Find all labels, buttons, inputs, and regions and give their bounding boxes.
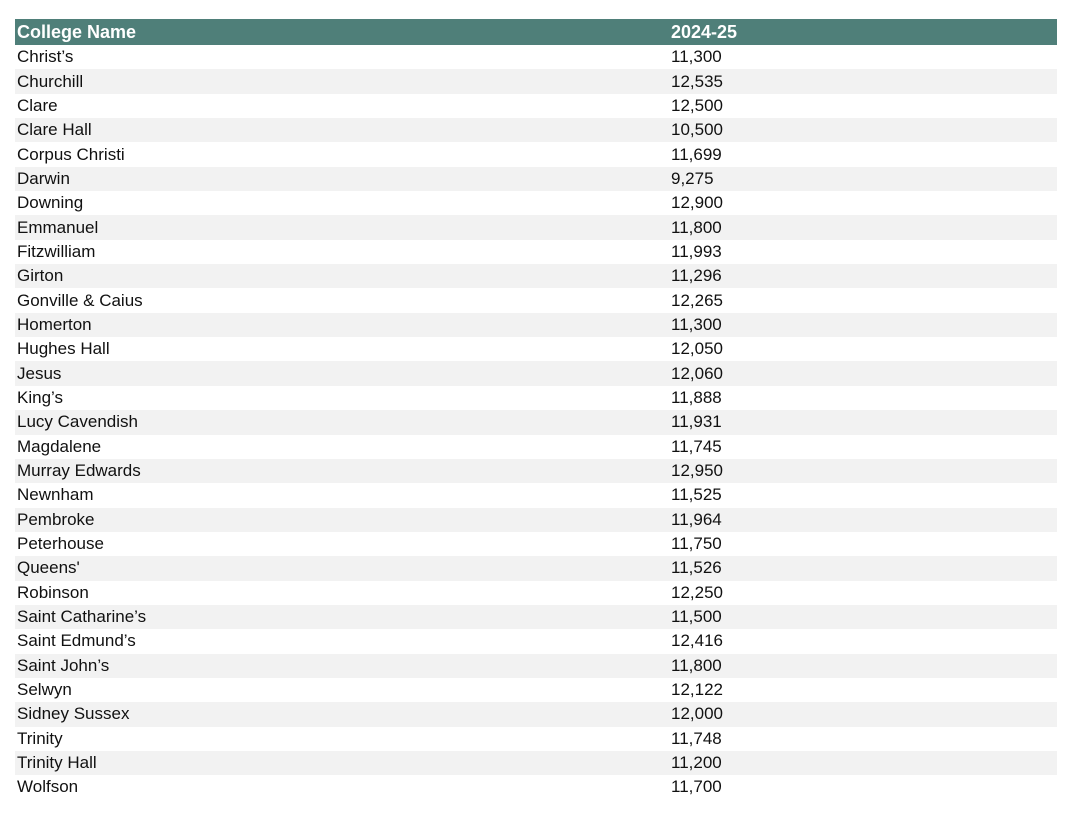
table-row bbox=[15, 142, 1057, 166]
fee-value-cell: 11,800 bbox=[671, 217, 722, 237]
fee-value-cell: 12,060 bbox=[671, 363, 723, 383]
table-row bbox=[15, 775, 1057, 799]
college-name-cell: Queens' bbox=[17, 558, 80, 578]
fee-value-cell: 11,745 bbox=[671, 436, 722, 456]
college-name-cell: Lucy Cavendish bbox=[17, 412, 138, 432]
header-year: 2024-25 bbox=[671, 21, 738, 42]
table-row bbox=[15, 556, 1057, 580]
college-name-cell: Downing bbox=[17, 193, 84, 213]
table-header bbox=[15, 19, 1057, 45]
fee-value-cell: 11,748 bbox=[671, 728, 722, 748]
table-row bbox=[15, 191, 1057, 215]
fee-value-cell: 11,931 bbox=[671, 412, 722, 432]
college-table bbox=[15, 19, 1057, 800]
table-row bbox=[15, 94, 1057, 118]
table-row bbox=[15, 167, 1057, 191]
college-name-cell: Hughes Hall bbox=[17, 339, 110, 359]
college-name-cell: King’s bbox=[17, 387, 63, 407]
fee-value-cell: 11,300 bbox=[671, 47, 722, 67]
fee-value-cell: 12,535 bbox=[671, 71, 723, 91]
table-row bbox=[15, 386, 1057, 410]
fee-value-cell: 11,699 bbox=[671, 144, 722, 164]
table-row bbox=[15, 727, 1057, 751]
college-name-cell: Wolfson bbox=[17, 777, 79, 797]
table-row bbox=[15, 678, 1057, 702]
college-name-cell: Selwyn bbox=[17, 680, 72, 700]
table-row bbox=[15, 751, 1057, 775]
table-row bbox=[15, 508, 1057, 532]
table-row bbox=[15, 435, 1057, 459]
college-name-cell: Clare bbox=[17, 95, 58, 115]
college-name-cell: Saint Edmund’s bbox=[17, 631, 136, 651]
fee-value-cell: 11,526 bbox=[671, 558, 722, 578]
college-name-cell: Emmanuel bbox=[17, 217, 99, 237]
fee-value-cell: 12,050 bbox=[671, 339, 723, 359]
college-name-cell: Clare Hall bbox=[17, 120, 92, 140]
fee-value-cell: 11,888 bbox=[671, 387, 722, 407]
fee-value-cell: 11,200 bbox=[671, 753, 722, 773]
college-name-cell: Robinson bbox=[17, 582, 89, 602]
table-row bbox=[15, 483, 1057, 507]
table-row bbox=[15, 702, 1057, 726]
table-row bbox=[15, 288, 1057, 312]
college-name-cell: Fitzwilliam bbox=[17, 241, 96, 261]
table-row bbox=[15, 313, 1057, 337]
fee-value-cell: 12,265 bbox=[671, 290, 723, 310]
fee-value-cell: 11,700 bbox=[671, 777, 722, 797]
fee-value-cell: 11,296 bbox=[671, 266, 722, 286]
college-name-cell: Trinity bbox=[17, 728, 63, 748]
college-name-cell: Magdalene bbox=[17, 436, 102, 456]
table-row bbox=[15, 337, 1057, 361]
table-row bbox=[15, 69, 1057, 93]
table-row bbox=[15, 581, 1057, 605]
table-row bbox=[15, 264, 1057, 288]
college-name-cell: Girton bbox=[17, 266, 64, 286]
fee-value-cell: 12,950 bbox=[671, 461, 723, 481]
fee-value-cell: 11,525 bbox=[671, 485, 722, 505]
fee-value-cell: 12,900 bbox=[671, 193, 723, 213]
fee-value-cell: 12,416 bbox=[671, 631, 723, 651]
college-name-cell: Christ’s bbox=[17, 47, 74, 67]
table-row bbox=[15, 629, 1057, 653]
college-name-cell: Trinity Hall bbox=[17, 753, 97, 773]
fee-value-cell: 11,500 bbox=[671, 607, 722, 627]
fee-value-cell: 11,964 bbox=[671, 509, 722, 529]
fee-value-cell: 10,500 bbox=[671, 120, 723, 140]
college-name-cell: Corpus Christi bbox=[17, 144, 125, 164]
college-name-cell: Saint Catharine’s bbox=[17, 607, 147, 627]
fee-value-cell: 11,800 bbox=[671, 655, 722, 675]
table-row bbox=[15, 605, 1057, 629]
fee-value-cell: 11,993 bbox=[671, 241, 722, 261]
header-college-name: College Name bbox=[17, 21, 137, 42]
table-row bbox=[15, 45, 1057, 69]
fee-value-cell: 11,750 bbox=[671, 534, 722, 554]
table-row bbox=[15, 654, 1057, 678]
college-name-cell: Homerton bbox=[17, 314, 92, 334]
college-name-cell: Gonville & Caius bbox=[17, 290, 143, 310]
fee-value-cell: 9,275 bbox=[671, 168, 714, 188]
fee-value-cell: 12,000 bbox=[671, 704, 723, 724]
fee-value-cell: 12,500 bbox=[671, 95, 723, 115]
college-name-cell: Murray Edwards bbox=[17, 461, 141, 481]
table-row bbox=[15, 118, 1057, 142]
college-name-cell: Peterhouse bbox=[17, 534, 104, 554]
college-name-cell: Churchill bbox=[17, 71, 84, 91]
fee-value-cell: 12,250 bbox=[671, 582, 723, 602]
table-body bbox=[15, 45, 1057, 800]
table-row bbox=[15, 215, 1057, 239]
fee-value-cell: 12,122 bbox=[671, 680, 723, 700]
table-row bbox=[15, 240, 1057, 264]
college-name-cell: Newnham bbox=[17, 485, 94, 505]
college-name-cell: Saint John’s bbox=[17, 655, 110, 675]
college-name-cell: Darwin bbox=[17, 168, 70, 188]
table-row bbox=[15, 410, 1057, 434]
table-row bbox=[15, 459, 1057, 483]
college-name-cell: Sidney Sussex bbox=[17, 704, 130, 724]
table-row bbox=[15, 361, 1057, 385]
fee-value-cell: 11,300 bbox=[671, 314, 722, 334]
table-row bbox=[15, 532, 1057, 556]
college-name-cell: Jesus bbox=[17, 363, 62, 383]
college-name-cell: Pembroke bbox=[17, 509, 95, 529]
